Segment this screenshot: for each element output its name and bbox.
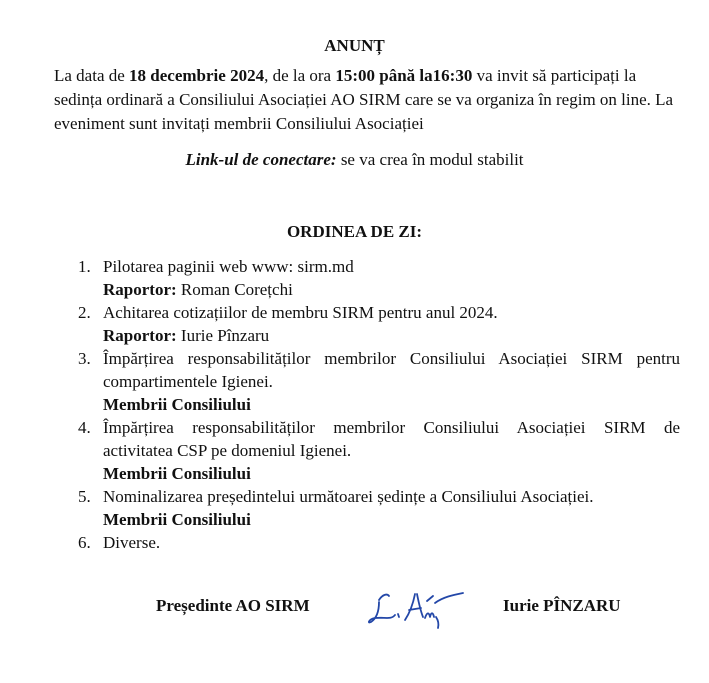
agenda-item-text: Împărțirea responsabilităților membrilor Consiliului Asociației SIRM de bbox=[103, 418, 680, 437]
meeting-time: 15:00 până la16:30 bbox=[335, 66, 473, 85]
president-title: Președinte AO SIRM bbox=[156, 596, 310, 615]
reporter-name: Roman Corețchi bbox=[176, 280, 293, 299]
agenda-item-reporter bbox=[103, 324, 680, 347]
signature-block bbox=[0, 592, 709, 632]
agenda-item bbox=[78, 485, 680, 531]
agenda-item-number: 6. bbox=[78, 533, 91, 552]
agenda-item-reporter: Membrii Consiliului bbox=[103, 464, 251, 483]
agenda-item-number: 2. bbox=[78, 303, 91, 322]
reporter-name: Iurie Pînzaru bbox=[176, 326, 270, 345]
agenda-item bbox=[78, 255, 680, 301]
reporter-label: Raportor: bbox=[103, 326, 177, 345]
intro-text-1: La data de bbox=[54, 66, 130, 85]
agenda-item-text: Împărțirea responsabilităților membrilor Consiliului Asociației SIRM pentru bbox=[103, 349, 680, 368]
agenda-item-text: Pilotarea paginii web www: sirm.md bbox=[103, 257, 354, 276]
agenda-item-number: 1. bbox=[78, 257, 91, 276]
agenda-title: ORDINEA DE ZI: bbox=[286, 222, 423, 241]
meeting-date: 18 decembrie 2024 bbox=[129, 66, 265, 85]
intro-paragraph bbox=[54, 64, 686, 136]
agenda-item-reporter: Membrii Consiliului bbox=[103, 395, 251, 414]
agenda-item bbox=[78, 347, 680, 416]
agenda-item-text-continued: compartimentele Igienei. bbox=[103, 372, 273, 391]
agenda-item-number: 4. bbox=[78, 418, 91, 437]
agenda-list bbox=[78, 255, 680, 554]
agenda-item bbox=[78, 416, 680, 485]
agenda-item-number: 3. bbox=[78, 349, 91, 368]
document-title: ANUNȚ bbox=[324, 36, 385, 55]
connection-link-label: Link-ul de conectare: bbox=[185, 150, 337, 169]
reporter-label: Raportor: bbox=[103, 280, 177, 299]
agenda-item bbox=[78, 531, 680, 554]
handwritten-signature bbox=[365, 584, 485, 630]
agenda-item-number: 5. bbox=[78, 487, 91, 506]
president-name: Iurie PÎNZARU bbox=[503, 596, 621, 615]
agenda-item bbox=[78, 301, 680, 347]
agenda-item-text: Diverse. bbox=[103, 533, 161, 552]
agenda-item-reporter bbox=[103, 278, 680, 301]
agenda-item-reporter: Membrii Consiliului bbox=[103, 510, 251, 529]
connection-link-value: se va crea în modul stabilit bbox=[336, 150, 524, 169]
agenda-item-text: Nominalizarea președintelui următoarei ședințe a Consiliului Asociației. bbox=[103, 487, 594, 506]
agenda-item-text: Achitarea cotizațiilor de membru SIRM pentru anul 2024. bbox=[103, 303, 498, 322]
connection-link-line bbox=[0, 148, 709, 171]
intro-text-3: va invit să participați la sedința ordinară a Consiliului Asociației AO SIRM care se va organiza în regim on line. La eveniment sunt invitați membrii Consiliului Asociației bbox=[54, 66, 674, 133]
intro-text-2: , de la ora bbox=[264, 66, 336, 85]
agenda-item-text-continued: activitatea CSP pe domeniul Igienei. bbox=[103, 441, 352, 460]
